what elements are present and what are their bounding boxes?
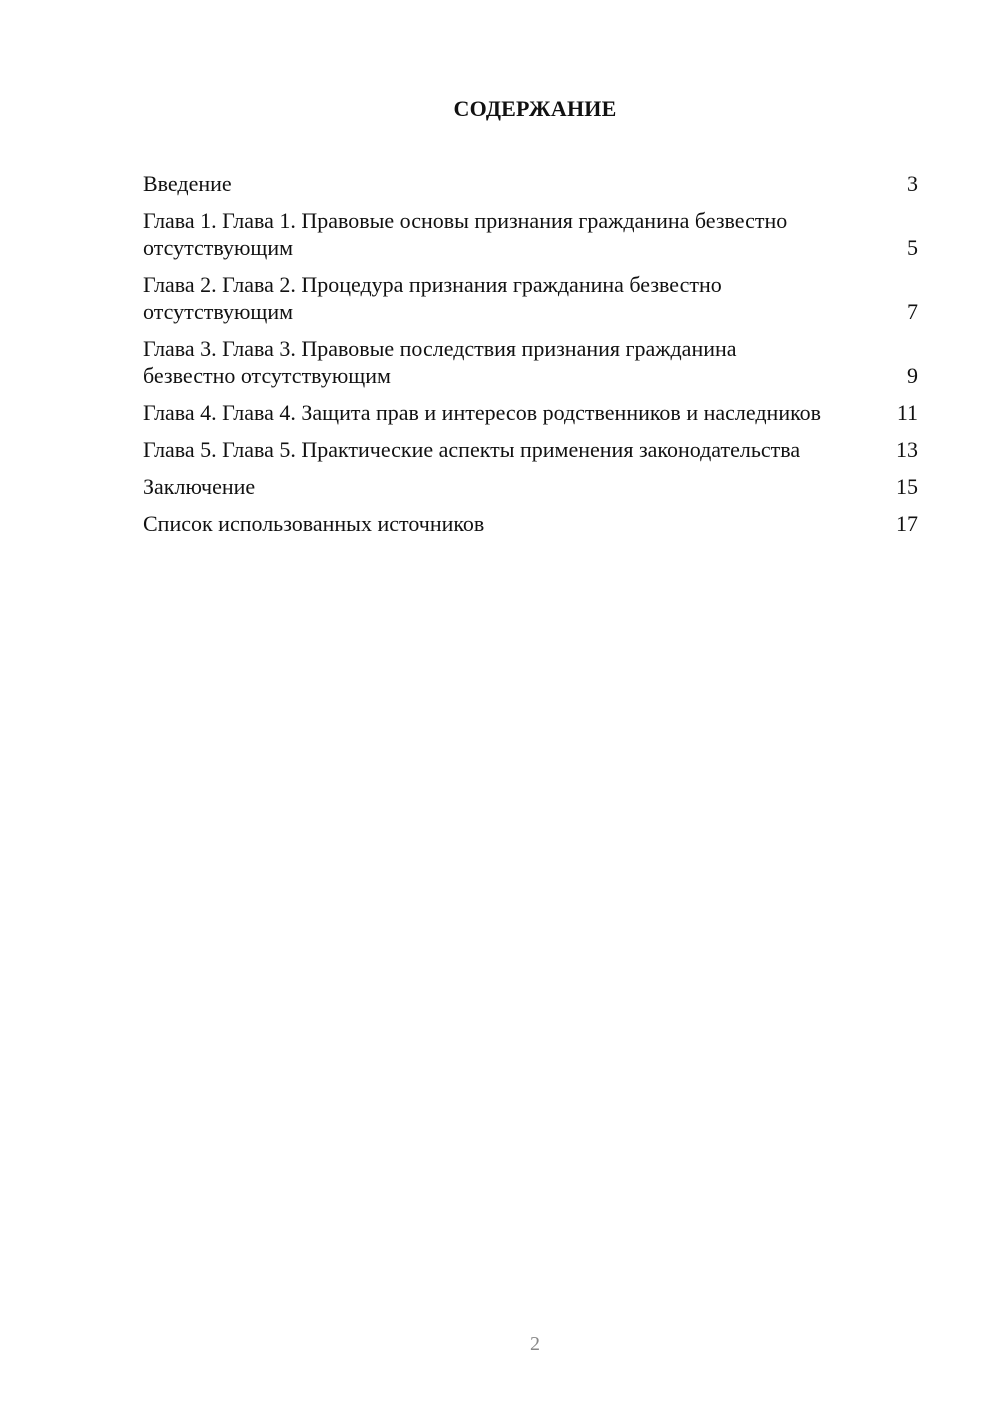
toc-entry-page: 5 [907,235,918,260]
toc-entry-chapter-5[interactable] [143,436,918,463]
toc-entry-page: 11 [896,400,918,425]
page-number: 2 [530,1333,540,1355]
table-of-contents [143,170,918,547]
toc-entry-text: Глава 3. Глава 3. Правовые последствия признания гражданина безвестно отсутствующим [143,336,737,388]
toc-entry-text: Глава 1. Глава 1. Правовые основы признания гражданина безвестно отсутствующим [143,208,788,260]
toc-entry-page: 9 [907,363,918,388]
toc-entry-chapter-2[interactable] [143,271,918,325]
toc-entry-text: Глава 5. Глава 5. Практические аспекты применения законодательства [143,437,801,462]
toc-entry-page: 15 [896,474,918,499]
toc-entry-page: 13 [896,437,918,462]
toc-entry-page: 17 [896,511,918,536]
toc-entry-page: 7 [907,299,918,324]
toc-title: СОДЕРЖАНИЕ [453,96,617,121]
toc-entry-references[interactable] [143,510,918,537]
toc-entry-text: Список использованных источников [143,511,485,536]
toc-entry-text: Заключение [143,474,256,499]
toc-entry-page: 3 [907,171,918,196]
toc-entry-chapter-3[interactable] [143,335,918,389]
toc-entry-text: Глава 4. Глава 4. Защита прав и интересов родственников и наследников [143,400,822,425]
toc-entry-chapter-4[interactable] [143,399,918,426]
toc-entry-text: Глава 2. Глава 2. Процедура признания гражданина безвестно отсутствующим [143,272,722,324]
toc-entry-introduction[interactable] [143,170,918,197]
toc-entry-chapter-1[interactable] [143,207,918,261]
toc-entry-text: Введение [143,171,232,196]
toc-entry-conclusion[interactable] [143,473,918,500]
